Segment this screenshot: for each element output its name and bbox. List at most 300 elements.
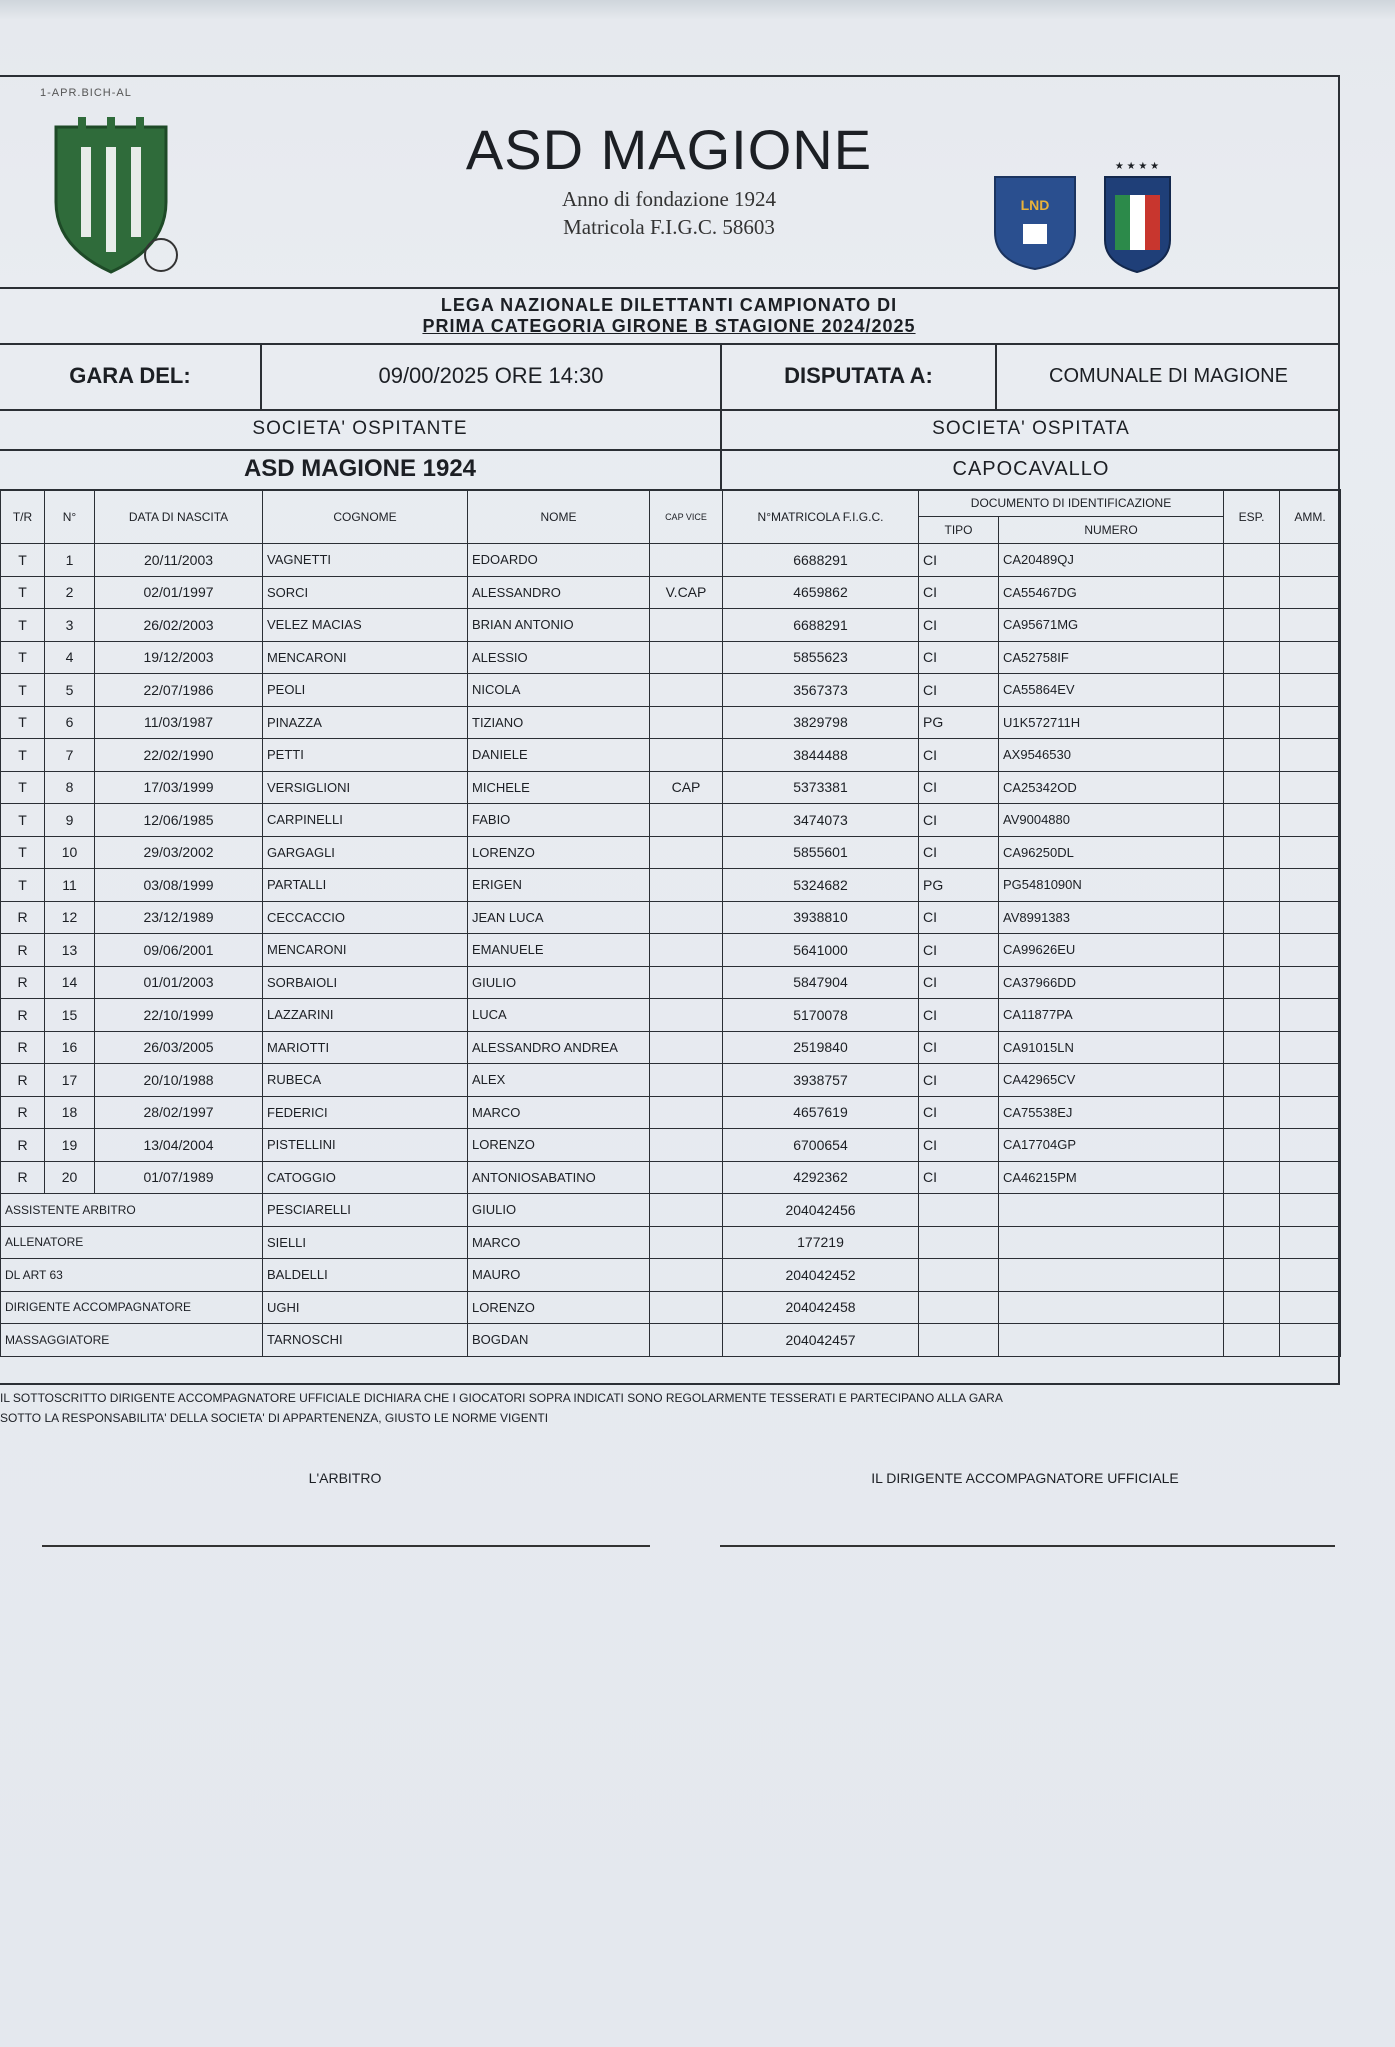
staff-nome: MAURO [468, 1259, 650, 1292]
player-tr: R [1, 901, 45, 934]
player-cognome: PETTI [263, 739, 468, 772]
player-row [1, 771, 1341, 804]
disputata-value: COMUNALE DI MAGIONE [1049, 364, 1288, 387]
staff-doc-number [999, 1259, 1224, 1292]
player-dob: 01/07/1989 [95, 1161, 263, 1194]
staff-row [1, 1226, 1341, 1259]
player-tr: T [1, 641, 45, 674]
player-nome: ERIGEN [468, 869, 650, 902]
player-row [1, 706, 1341, 739]
player-matricola: 6700654 [723, 1129, 919, 1162]
staff-doc-number [999, 1291, 1224, 1324]
player-dob: 13/04/2004 [95, 1129, 263, 1162]
crest-caption: 1-APR.BICH-AL [40, 87, 132, 99]
player-row [1, 901, 1341, 934]
player-amm [1280, 641, 1341, 674]
staff-cap [650, 1324, 723, 1357]
player-number: 4 [45, 641, 95, 674]
player-cap [650, 641, 723, 674]
player-row [1, 999, 1341, 1032]
player-row [1, 804, 1341, 837]
col-matricola: N°MATRICOLA F.I.G.C. [723, 490, 919, 544]
player-amm [1280, 609, 1341, 642]
player-amm [1280, 1031, 1341, 1064]
player-cognome: VERSIGLIONI [263, 771, 468, 804]
matricola-text: Matricola F.I.G.C. 58603 [563, 215, 775, 239]
col-tr: T/R [1, 490, 45, 544]
player-matricola: 3829798 [723, 706, 919, 739]
player-amm [1280, 901, 1341, 934]
player-doc-number: CA46215PM [999, 1161, 1224, 1194]
player-number: 2 [45, 576, 95, 609]
player-amm [1280, 674, 1341, 707]
player-matricola: 5847904 [723, 966, 919, 999]
player-cognome: CECCACCIO [263, 901, 468, 934]
staff-amm [1280, 1291, 1341, 1324]
player-doc-type: CI [919, 739, 999, 772]
player-row [1, 544, 1341, 577]
player-tr: R [1, 1161, 45, 1194]
away-team-name: CAPOCAVALLO [952, 457, 1110, 480]
roster-body [1, 544, 1341, 1357]
player-esp [1224, 1096, 1280, 1129]
player-cap [650, 706, 723, 739]
staff-cognome: TARNOSCHI [263, 1324, 468, 1357]
player-amm [1280, 544, 1341, 577]
staff-cap [650, 1259, 723, 1292]
player-nome: MICHELE [468, 771, 650, 804]
player-cognome: SORCI [263, 576, 468, 609]
player-esp [1224, 999, 1280, 1032]
col-amm: AMM. [1280, 490, 1341, 544]
col-num: N° [45, 490, 95, 544]
player-number: 5 [45, 674, 95, 707]
player-tr: T [1, 576, 45, 609]
player-cap [650, 1031, 723, 1064]
col-esp: ESP. [1224, 490, 1280, 544]
player-number: 12 [45, 901, 95, 934]
player-nome: FABIO [468, 804, 650, 837]
player-matricola: 4292362 [723, 1161, 919, 1194]
player-matricola: 5641000 [723, 934, 919, 967]
player-tr: T [1, 771, 45, 804]
player-doc-number: CA20489QJ [999, 544, 1224, 577]
player-dob: 03/08/1999 [95, 869, 263, 902]
player-cap [650, 836, 723, 869]
player-tr: T [1, 706, 45, 739]
league-line-2: PRIMA CATEGORIA GIRONE B STAGIONE 2024/2025 [422, 316, 916, 336]
player-doc-number: CA75538EJ [999, 1096, 1224, 1129]
player-tr: R [1, 1129, 45, 1162]
player-nome: NICOLA [468, 674, 650, 707]
player-row [1, 641, 1341, 674]
staff-matricola: 204042452 [723, 1259, 919, 1292]
player-number: 16 [45, 1031, 95, 1064]
staff-doc-number [999, 1194, 1224, 1227]
referee-signature-label: L'ARBITRO [308, 1470, 382, 1486]
player-cap [650, 1161, 723, 1194]
player-doc-type: CI [919, 901, 999, 934]
player-tr: R [1, 966, 45, 999]
manager-signature-line [720, 1545, 1335, 1547]
player-doc-number: CA91015LN [999, 1031, 1224, 1064]
player-number: 14 [45, 966, 95, 999]
club-name: ASD MAGIONE [465, 118, 873, 181]
player-doc-type: PG [919, 869, 999, 902]
player-dob: 23/12/1989 [95, 901, 263, 934]
player-doc-number: CA25342OD [999, 771, 1224, 804]
player-doc-number: CA95671MG [999, 609, 1224, 642]
staff-matricola: 204042458 [723, 1291, 919, 1324]
disputata-label: DISPUTATA A: [722, 343, 997, 409]
player-doc-number: CA96250DL [999, 836, 1224, 869]
player-nome: LORENZO [468, 1129, 650, 1162]
player-doc-type: CI [919, 771, 999, 804]
player-number: 11 [45, 869, 95, 902]
player-esp [1224, 836, 1280, 869]
player-esp [1224, 609, 1280, 642]
player-doc-number: PG5481090N [999, 869, 1224, 902]
staff-esp [1224, 1291, 1280, 1324]
player-cap [650, 999, 723, 1032]
player-amm [1280, 1064, 1341, 1097]
player-doc-type: CI [919, 1031, 999, 1064]
player-row [1, 836, 1341, 869]
player-esp [1224, 934, 1280, 967]
home-team-name: ASD MAGIONE 1924 [0, 449, 722, 489]
player-cognome: VELEZ MACIAS [263, 609, 468, 642]
declaration [0, 1388, 1340, 1428]
manager-signature-label: IL DIRIGENTE ACCOMPAGNATORE UFFICIALE [871, 1470, 1179, 1486]
player-doc-number: CA99626EU [999, 934, 1224, 967]
staff-row [1, 1194, 1341, 1227]
player-doc-number: AV8991383 [999, 901, 1224, 934]
player-esp [1224, 1031, 1280, 1064]
player-cap [650, 934, 723, 967]
staff-row [1, 1259, 1341, 1292]
player-row [1, 739, 1341, 772]
player-matricola: 2519840 [723, 1031, 919, 1064]
staff-role: MASSAGGIATORE [1, 1324, 263, 1357]
staff-doc-type [919, 1291, 999, 1324]
staff-matricola: 177219 [723, 1226, 919, 1259]
player-dob: 26/03/2005 [95, 1031, 263, 1064]
col-documento: DOCUMENTO DI IDENTIFICAZIONE [919, 490, 1224, 517]
staff-doc-number [999, 1324, 1224, 1357]
player-cap [650, 739, 723, 772]
player-number: 10 [45, 836, 95, 869]
player-doc-type: CI [919, 1096, 999, 1129]
player-dob: 28/02/1997 [95, 1096, 263, 1129]
player-number: 3 [45, 609, 95, 642]
player-number: 6 [45, 706, 95, 739]
player-nome: MARCO [468, 1096, 650, 1129]
player-row [1, 869, 1341, 902]
player-cognome: SORBAIOLI [263, 966, 468, 999]
player-doc-type: CI [919, 934, 999, 967]
player-number: 7 [45, 739, 95, 772]
player-number: 9 [45, 804, 95, 837]
player-tr: T [1, 609, 45, 642]
player-dob: 29/03/2002 [95, 836, 263, 869]
player-matricola: 3938810 [723, 901, 919, 934]
player-number: 15 [45, 999, 95, 1032]
player-cognome: MENCARONI [263, 641, 468, 674]
player-amm [1280, 576, 1341, 609]
player-tr: T [1, 544, 45, 577]
player-matricola: 5373381 [723, 771, 919, 804]
player-number: 13 [45, 934, 95, 967]
player-esp [1224, 706, 1280, 739]
player-amm [1280, 1129, 1341, 1162]
player-tr: T [1, 739, 45, 772]
player-doc-type: CI [919, 999, 999, 1032]
player-tr: R [1, 1031, 45, 1064]
player-esp [1224, 1064, 1280, 1097]
svg-text:★ ★ ★ ★: ★ ★ ★ ★ [1114, 161, 1160, 172]
player-doc-number: CA55864EV [999, 674, 1224, 707]
staff-doc-type [919, 1194, 999, 1227]
match-sheet [0, 75, 1340, 1385]
player-doc-type: CI [919, 1064, 999, 1097]
declaration-line-2: SOTTO LA RESPONSABILITA' DELLA SOCIETA' DI APPARTENENZA, GIUSTO LE NORME VIGENTI [0, 1411, 549, 1425]
staff-nome: LORENZO [468, 1291, 650, 1324]
staff-role: ASSISTENTE ARBITRO [1, 1194, 263, 1227]
player-cap [650, 869, 723, 902]
player-doc-type: CI [919, 804, 999, 837]
player-doc-type: CI [919, 836, 999, 869]
staff-esp [1224, 1259, 1280, 1292]
player-esp [1224, 641, 1280, 674]
player-dob: 20/10/1988 [95, 1064, 263, 1097]
player-cap [650, 1129, 723, 1162]
player-doc-number: CA11877PA [999, 999, 1224, 1032]
staff-doc-type [919, 1226, 999, 1259]
staff-amm [1280, 1324, 1341, 1357]
staff-amm [1280, 1226, 1341, 1259]
declaration-line-1: IL SOTTOSCRITTO DIRIGENTE ACCOMPAGNATORE UFFICIALE DICHIARA CHE I GIOCATORI SOPRA INDICATI SONO REGOLARMENTE TESSERATI E PARTECIPANO ALLA GARA [0, 1391, 1003, 1405]
player-amm [1280, 966, 1341, 999]
player-row [1, 1031, 1341, 1064]
player-row [1, 576, 1341, 609]
player-cap [650, 1096, 723, 1129]
player-number: 19 [45, 1129, 95, 1162]
staff-amm [1280, 1194, 1341, 1227]
staff-cognome: PESCIARELLI [263, 1194, 468, 1227]
player-doc-number: AX9546530 [999, 739, 1224, 772]
player-doc-number: CA17704GP [999, 1129, 1224, 1162]
staff-esp [1224, 1226, 1280, 1259]
player-cognome: MARIOTTI [263, 1031, 468, 1064]
referee-signature-line [42, 1545, 650, 1547]
staff-doc-number [999, 1226, 1224, 1259]
player-nome: TIZIANO [468, 706, 650, 739]
player-dob: 26/02/2003 [95, 609, 263, 642]
player-tr: R [1, 1064, 45, 1097]
player-nome: ALESSANDRO [468, 576, 650, 609]
player-esp [1224, 1161, 1280, 1194]
player-dob: 19/12/2003 [95, 641, 263, 674]
player-cognome: MENCARONI [263, 934, 468, 967]
staff-matricola: 204042456 [723, 1194, 919, 1227]
player-cognome: PINAZZA [263, 706, 468, 739]
player-doc-type: CI [919, 609, 999, 642]
player-doc-number: CA37966DD [999, 966, 1224, 999]
player-cognome: RUBECA [263, 1064, 468, 1097]
player-dob: 22/07/1986 [95, 674, 263, 707]
player-cap [650, 966, 723, 999]
player-tr: R [1, 999, 45, 1032]
player-doc-number: U1K572711H [999, 706, 1224, 739]
staff-role: DIRIGENTE ACCOMPAGNATORE [1, 1291, 263, 1324]
player-doc-type: CI [919, 544, 999, 577]
player-amm [1280, 739, 1341, 772]
player-esp [1224, 869, 1280, 902]
figc-badge-icon [1100, 155, 1175, 275]
player-esp [1224, 804, 1280, 837]
lnd-badge-text: LND [1020, 197, 1050, 213]
staff-row [1, 1291, 1341, 1324]
player-matricola: 4657619 [723, 1096, 919, 1129]
player-esp [1224, 739, 1280, 772]
staff-esp [1224, 1194, 1280, 1227]
player-nome: ALESSANDRO ANDREA [468, 1031, 650, 1064]
player-dob: 20/11/2003 [95, 544, 263, 577]
player-matricola: 3844488 [723, 739, 919, 772]
match-info-row [0, 343, 1338, 411]
player-row [1, 934, 1341, 967]
player-doc-number: CA42965CV [999, 1064, 1224, 1097]
player-cognome: PARTALLI [263, 869, 468, 902]
player-matricola: 5324682 [723, 869, 919, 902]
player-doc-number: AV9004880 [999, 804, 1224, 837]
staff-doc-type [919, 1259, 999, 1292]
player-doc-type: PG [919, 706, 999, 739]
player-cap [650, 544, 723, 577]
player-row [1, 1129, 1341, 1162]
player-nome: EMANUELE [468, 934, 650, 967]
player-nome: ANTONIOSABATINO [468, 1161, 650, 1194]
player-doc-number: CA52758IF [999, 641, 1224, 674]
player-doc-type: CI [919, 1161, 999, 1194]
player-esp [1224, 1129, 1280, 1162]
player-cap [650, 901, 723, 934]
col-cap: CAP VICE [650, 490, 723, 544]
player-matricola: 5170078 [723, 999, 919, 1032]
teams-block [0, 409, 1338, 491]
player-doc-type: CI [919, 966, 999, 999]
player-doc-type: CI [919, 641, 999, 674]
staff-row [1, 1324, 1341, 1357]
player-cap [650, 609, 723, 642]
player-doc-type: CI [919, 674, 999, 707]
player-row [1, 966, 1341, 999]
col-nome: NOME [468, 490, 650, 544]
player-amm [1280, 999, 1341, 1032]
lnd-badge-icon [990, 172, 1080, 272]
player-number: 20 [45, 1161, 95, 1194]
player-doc-type: CI [919, 576, 999, 609]
player-row [1, 1096, 1341, 1129]
staff-nome: MARCO [468, 1226, 650, 1259]
staff-cap [650, 1291, 723, 1324]
player-esp [1224, 901, 1280, 934]
player-number: 17 [45, 1064, 95, 1097]
player-nome: EDOARDO [468, 544, 650, 577]
away-team-label: SOCIETA' OSPITATA [932, 418, 1130, 439]
player-nome: BRIAN ANTONIO [468, 609, 650, 642]
player-cognome: LAZZARINI [263, 999, 468, 1032]
gara-label: GARA DEL: [0, 343, 262, 409]
player-esp [1224, 771, 1280, 804]
staff-esp [1224, 1324, 1280, 1357]
player-dob: 09/06/2001 [95, 934, 263, 967]
player-matricola: 6688291 [723, 544, 919, 577]
col-dob: DATA DI NASCITA [95, 490, 263, 544]
player-row [1, 674, 1341, 707]
player-esp [1224, 966, 1280, 999]
staff-nome: BOGDAN [468, 1324, 650, 1357]
player-tr: T [1, 804, 45, 837]
player-cognome: GARGAGLI [263, 836, 468, 869]
player-dob: 02/01/1997 [95, 576, 263, 609]
home-team-label: SOCIETA' OSPITANTE [0, 409, 722, 449]
col-numero: NUMERO [999, 517, 1224, 544]
league-line-1: LEGA NAZIONALE DILETTANTI CAMPIONATO DI [440, 295, 898, 315]
player-number: 18 [45, 1096, 95, 1129]
staff-doc-type [919, 1324, 999, 1357]
staff-cognome: SIELLI [263, 1226, 468, 1259]
player-cap: CAP [650, 771, 723, 804]
gara-value: 09/00/2025 ORE 14:30 [262, 343, 722, 409]
player-nome: ALESSIO [468, 641, 650, 674]
player-cognome: VAGNETTI [263, 544, 468, 577]
player-row [1, 609, 1341, 642]
player-row [1, 1161, 1341, 1194]
player-matricola: 3474073 [723, 804, 919, 837]
player-cognome: FEDERICI [263, 1096, 468, 1129]
col-cognome: COGNOME [263, 490, 468, 544]
player-matricola: 6688291 [723, 609, 919, 642]
player-nome: GIULIO [468, 966, 650, 999]
player-doc-type: CI [919, 1129, 999, 1162]
staff-amm [1280, 1259, 1341, 1292]
player-nome: LUCA [468, 999, 650, 1032]
league-banner [0, 287, 1338, 345]
player-amm [1280, 1096, 1341, 1129]
player-nome: DANIELE [468, 739, 650, 772]
player-dob: 12/06/1985 [95, 804, 263, 837]
player-cap [650, 674, 723, 707]
staff-cap [650, 1194, 723, 1227]
player-cap [650, 1064, 723, 1097]
player-tr: T [1, 869, 45, 902]
header [0, 77, 1338, 289]
staff-matricola: 204042457 [723, 1324, 919, 1357]
player-dob: 11/03/1987 [95, 706, 263, 739]
player-number: 8 [45, 771, 95, 804]
col-tipo: TIPO [919, 517, 999, 544]
player-amm [1280, 869, 1341, 902]
player-cap: V.CAP [650, 576, 723, 609]
player-esp [1224, 544, 1280, 577]
player-cognome: PISTELLINI [263, 1129, 468, 1162]
player-dob: 22/10/1999 [95, 999, 263, 1032]
player-matricola: 3567373 [723, 674, 919, 707]
player-row [1, 1064, 1341, 1097]
roster-table [0, 489, 1341, 1357]
player-nome: LORENZO [468, 836, 650, 869]
